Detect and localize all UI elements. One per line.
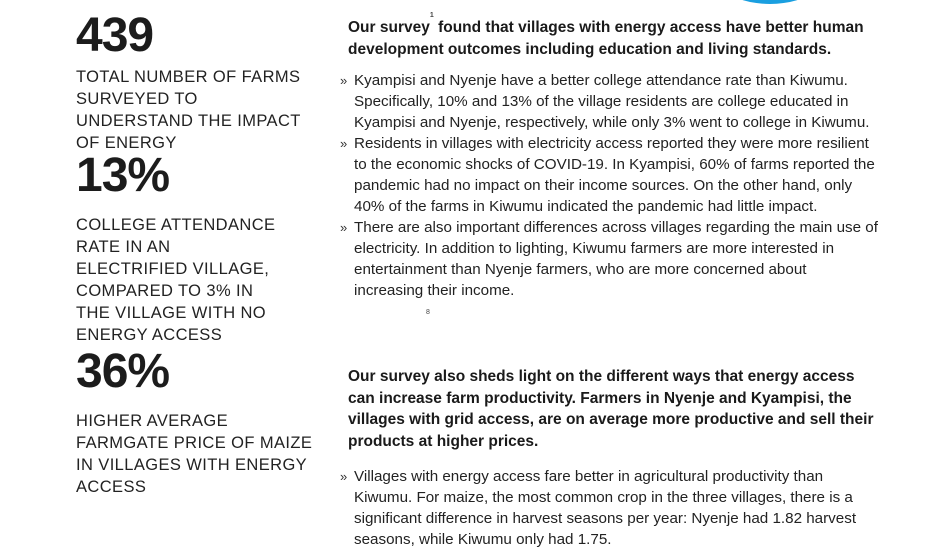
stat-description: HIGHER AVERAGE FARMGATE PRICE OF MAIZE IN VILLAGES WITH ENERGY ACCESS — [76, 412, 313, 496]
stat-value: 13% — [76, 149, 170, 202]
heading-part: Our survey — [348, 19, 430, 37]
section-heading — [348, 14, 878, 60]
list-item-text: Residents in villages with electricity access reported they were more resilient to the economic shocks of COVID-19. In Kyampisi, 60% of farms reported the pandemic had no impact on their income sources. On the other hand, only 40% of the farms in Kiwumu indicated the pandemic had little impact. — [354, 135, 875, 216]
section-farm-productivity — [340, 366, 878, 550]
bullet-list — [340, 70, 878, 301]
stat-value: 36% — [76, 345, 170, 398]
list-item — [340, 133, 878, 217]
bullet-marker: » — [340, 73, 348, 89]
stat-value: 439 — [76, 9, 154, 62]
section-heading: Our survey also sheds light on the different ways that energy access can increase farm productivity. Farmers in Nyenje and Kyampisi, the villages with grid access, are on average more productive and sell their products at higher prices. — [348, 368, 874, 450]
bullet-marker: » — [340, 469, 348, 484]
list-item-text: Villages with energy access fare better in agricultural productivity than Kiwumu. For maize, the most common crop in the three villages, there is a significant difference in harvest seasons per year: Nyenje had 1.82 harvest seasons, while Kiwumu only had 1.75. — [354, 468, 857, 548]
accent-blob — [700, 0, 840, 4]
footnote-marker: 1 — [429, 12, 434, 19]
stat-description: TOTAL NUMBER OF FARMS SURVEYED TO UNDERSTAND THE IMPACT OF ENERGY — [76, 68, 301, 152]
list-item-text: There are also important differences across villages regarding the main use of electricity. In addition to lighting, Kiwumu farmers are more interested in entertainment than Nyenje farmers, who are more concerned about increasing their income. — [354, 219, 878, 300]
bullet-marker: » — [340, 220, 348, 236]
list-item — [340, 217, 878, 301]
stat-college-attendance — [76, 149, 286, 346]
list-item — [340, 70, 878, 133]
heading-part: found that villages with energy access have better human development outcomes including education and living standards. — [348, 19, 864, 58]
section-human-development — [340, 12, 878, 301]
bullet-list — [340, 466, 878, 550]
stat-maize-price — [76, 345, 316, 498]
footnote-marker: 8 — [426, 309, 430, 316]
stat-description: COLLEGE ATTENDANCE RATE IN AN ELECTRIFIED VILLAGE, COMPARED TO 3% IN THE VILLAGE WITH NO ENERGY ACCESS — [76, 216, 276, 344]
list-item — [340, 466, 878, 550]
bullet-marker: » — [340, 136, 348, 152]
list-item-text: Kyampisi and Nyenje have a better college attendance rate than Kiwumu. Specifically, 10% and 13% of the village residents are college educated in Kyampisi and Nyenje, respectively, while only 3% went to college in Kiwumu. — [354, 72, 870, 132]
stat-farms-surveyed — [76, 9, 316, 154]
